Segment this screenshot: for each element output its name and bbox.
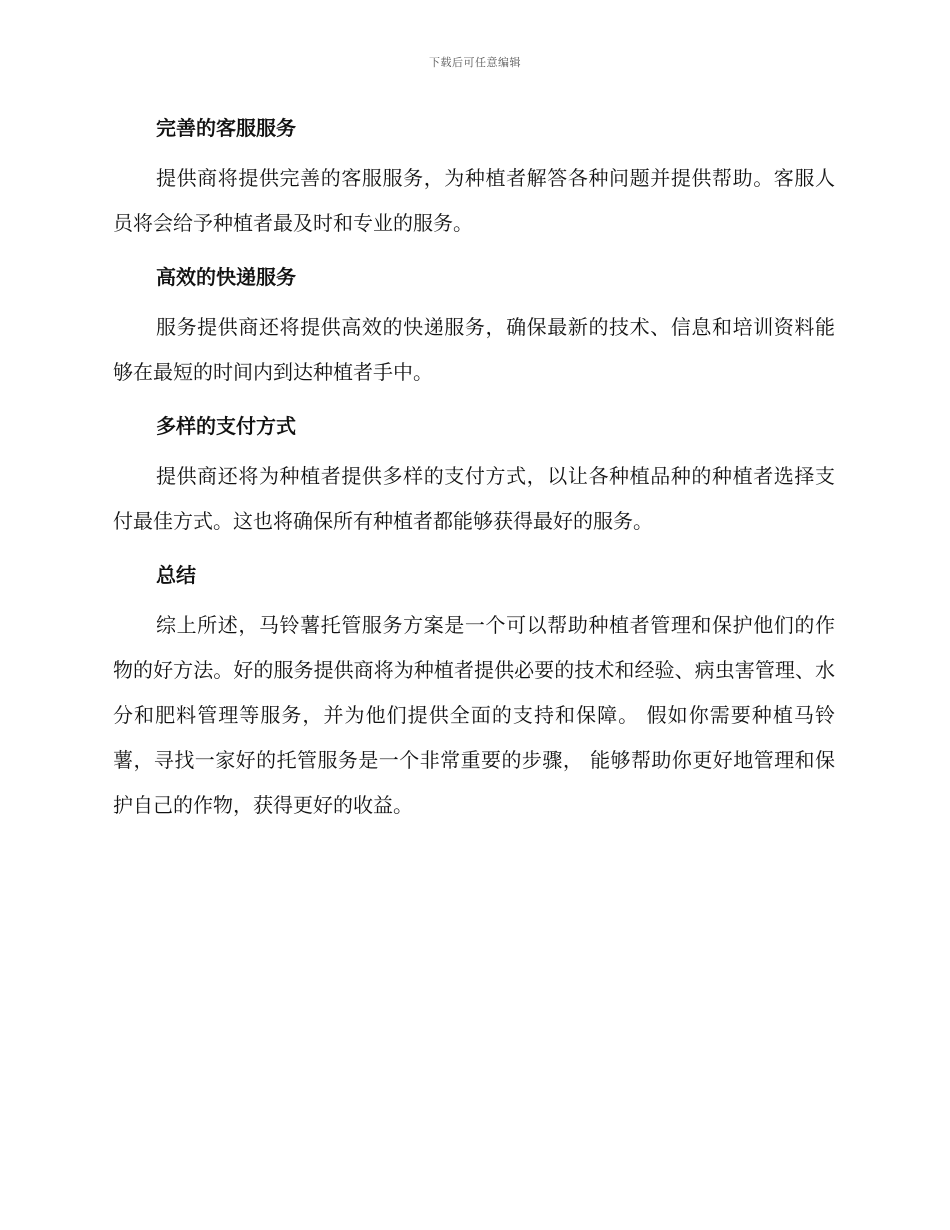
section-payment-methods <box>113 410 835 544</box>
section-customer-service <box>113 112 835 246</box>
section-summary <box>113 559 835 828</box>
section-paragraph: 服务提供商还将提供高效的快递服务，确保最新的技术、信息和培训资料能够在最短的时间内到达种植者手中。 <box>113 315 835 384</box>
section-delivery-service <box>113 261 835 395</box>
section-paragraph: 综上所述，马铃薯托管服务方案是一个可以帮助种植者管理和保护他们的作物的好方法。好的服务提供商将为种植者提供必要的技术和经验、病虫害管理、水分和肥料管理等服务，并为他们提供全面的支持和保障。 假如你需要种植马铃薯，寻找一家好的托管服务是一个非常重要的步骤， 能够帮助你更好地管理和保护自己的作物，获得更好的收益。 <box>113 613 835 817</box>
section-heading: 完善的客服服务 <box>156 116 296 140</box>
document-body <box>113 112 835 843</box>
section-paragraph: 提供商将提供完善的客服服务，为种植者解答各种问题并提供帮助。客服人员将会给予种植者最及时和专业的服务。 <box>113 166 835 235</box>
section-paragraph: 提供商还将为种植者提供多样的支付方式，以让各种植品种的种植者选择支付最佳方式。这也将确保所有种植者都能够获得最好的服务。 <box>113 464 835 533</box>
section-heading: 高效的快递服务 <box>156 265 296 289</box>
section-heading: 总结 <box>156 563 196 587</box>
page-header: 下载后可任意编辑 <box>429 56 521 69</box>
section-heading: 多样的支付方式 <box>156 414 296 438</box>
